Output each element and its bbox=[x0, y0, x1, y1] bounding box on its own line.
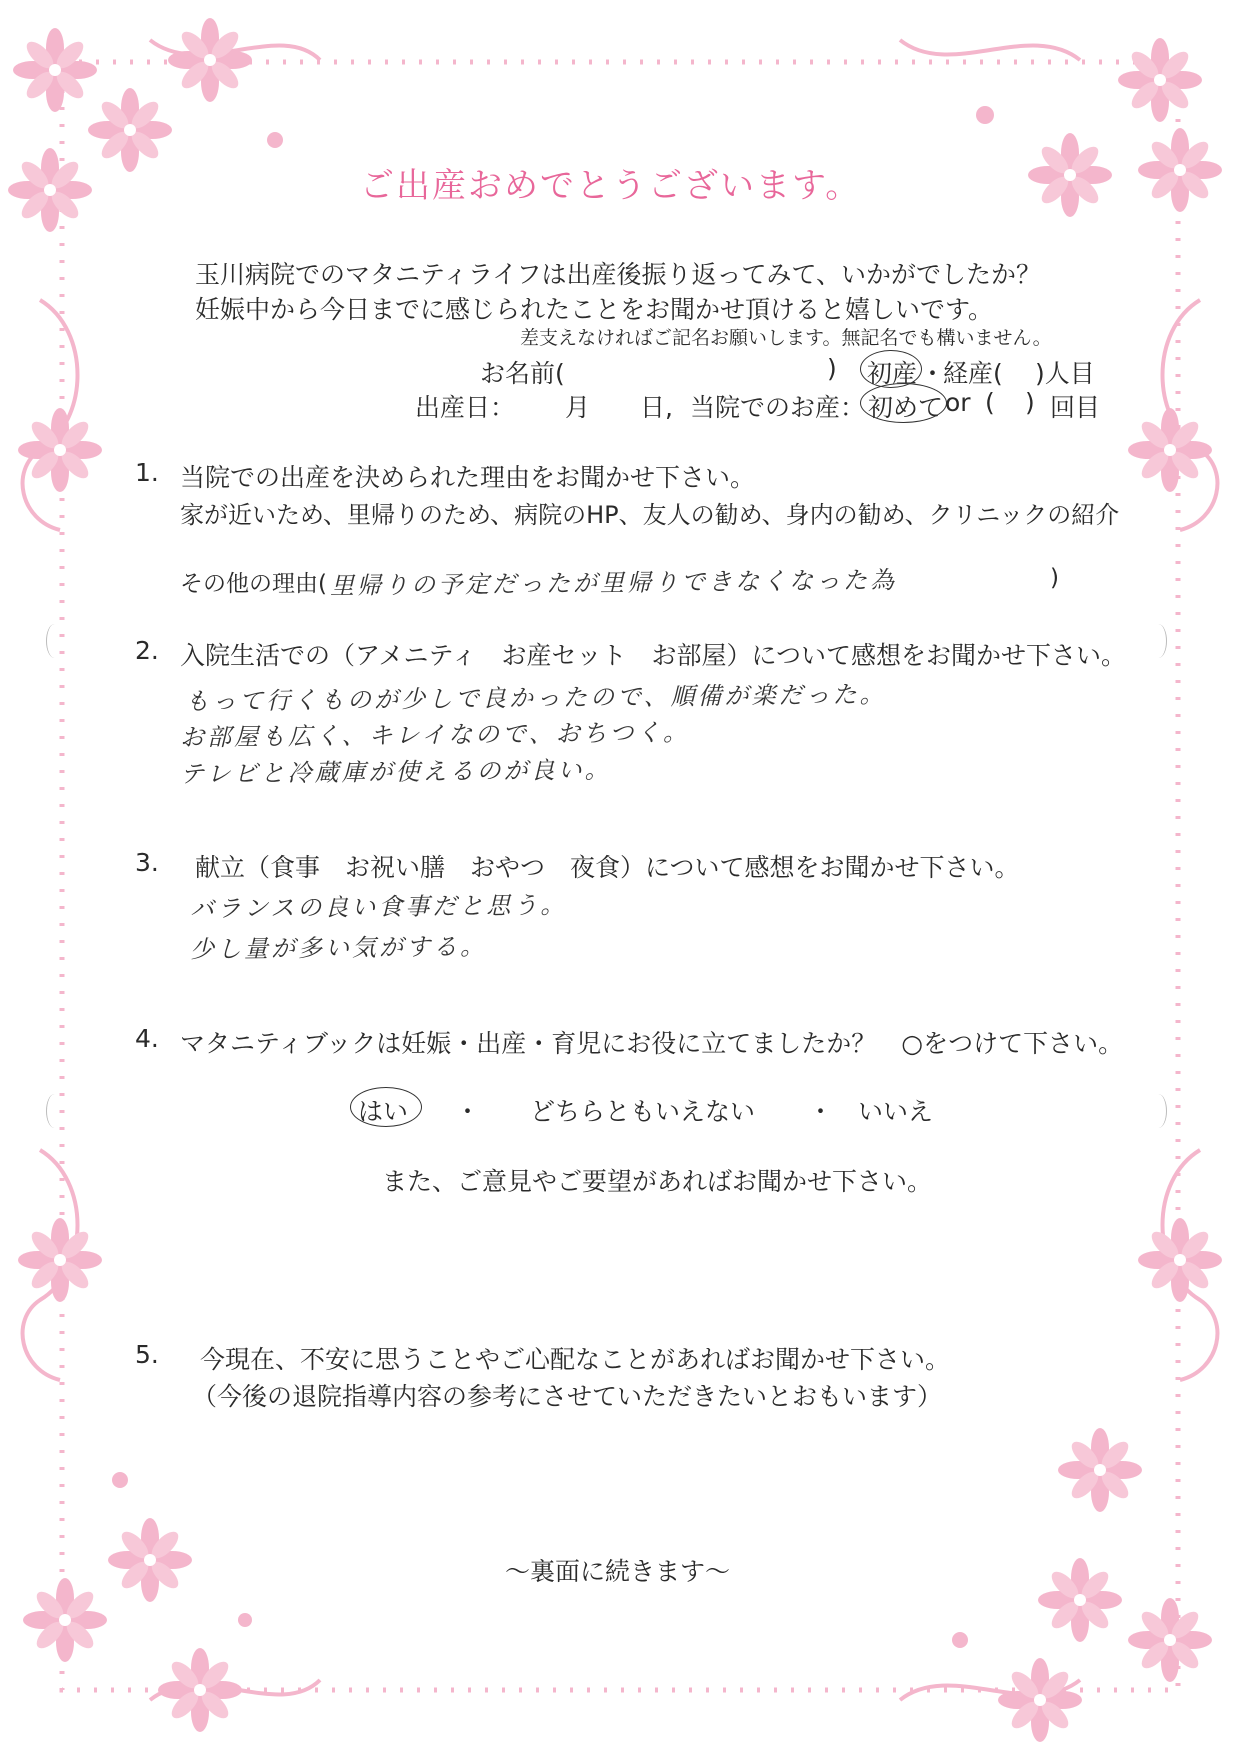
multi-birth-close: )人目 bbox=[1035, 359, 1095, 388]
page-title: ご出産おめでとうございます。 bbox=[360, 166, 862, 206]
punch-mark bbox=[46, 624, 63, 658]
separator: ・ bbox=[920, 359, 946, 388]
q4-choice-yes: はい bbox=[358, 1097, 409, 1126]
times-unit: 回目 bbox=[1050, 393, 1101, 422]
q4-number: 4. bbox=[135, 1024, 159, 1053]
punch-mark bbox=[1150, 1094, 1167, 1128]
name-label: お名前( bbox=[480, 359, 565, 388]
times-open: ( bbox=[985, 388, 995, 417]
q1-number: 1. bbox=[135, 458, 159, 487]
q5-question: 今現在、不安に思うことやご心配なことがあればお聞かせ下さい。 bbox=[200, 1345, 951, 1374]
hospital-birth-label: 当院でのお産： bbox=[690, 393, 866, 422]
q4-choice-neutral: どちらともいえない bbox=[530, 1097, 756, 1126]
q4-choice-no: いいえ bbox=[858, 1097, 934, 1126]
month-label: 月 bbox=[565, 393, 591, 422]
intro-note: 差支えなければご記名お願いします。無記名でも構いません。 bbox=[520, 327, 1052, 349]
first-birth-circle bbox=[860, 350, 922, 388]
first-time-option: 初めて bbox=[868, 393, 944, 422]
intro-line-2: 妊娠中から今日までに感じられたことをお聞かせ頂けると嬉しいです。 bbox=[195, 295, 994, 324]
q3-question: 献立（食事 お祝い膳 おやつ 夜食）について感想をお聞かせ下さい。 bbox=[195, 853, 1020, 882]
q2-answer-1: もって行くものが少しで良かったので、順備が楽だった。 bbox=[184, 680, 887, 716]
birth-date-label: 出産日： bbox=[415, 393, 516, 422]
q1-other-label: その他の理由( bbox=[180, 571, 327, 597]
first-time-circle bbox=[860, 383, 947, 423]
punch-mark bbox=[1150, 624, 1167, 658]
q1-options: 家が近いため、里帰りのため、病院のHP、友人の勧め、身内の勧め、クリニックの紹介 bbox=[180, 501, 1120, 529]
multi-birth-option: 経産( bbox=[943, 359, 1003, 388]
or-label: or bbox=[945, 388, 971, 417]
q3-answer-1: バランスの良い食事だと思う。 bbox=[189, 891, 568, 923]
q4-dot-1: ・ bbox=[455, 1097, 481, 1126]
q2-answer-3: テレビと冷蔵庫が使えるのが良い。 bbox=[179, 755, 612, 789]
q1-other-answer: 里帰りの予定だったが里帰りできなくなった為 bbox=[329, 566, 898, 600]
q2-number: 2. bbox=[135, 636, 159, 665]
day-label: 日, bbox=[640, 393, 673, 422]
first-birth-option: 初産 bbox=[867, 359, 918, 388]
punch-mark bbox=[46, 1094, 63, 1128]
q2-answer-2: お部屋も広く、キレイなので、おちつく。 bbox=[179, 718, 691, 752]
q4-dot-2: ・ bbox=[808, 1097, 834, 1126]
q3-answer-2: 少し量が多い気がする。 bbox=[189, 932, 488, 964]
times-close: ) bbox=[1025, 388, 1035, 417]
footer-continued: ～裏面に続きます～ bbox=[505, 1557, 731, 1586]
q4-followup: また、ご意見やご要望があればお聞かせ下さい。 bbox=[382, 1167, 933, 1196]
name-close: ) bbox=[827, 354, 837, 383]
intro-line-1: 玉川病院でのマタニティライフは出産後振り返ってみて、いかがでしたか？ bbox=[195, 260, 1042, 289]
q4-question: マタニティブックは妊娠・出産・育児にお役に立てましたか？ ○をつけて下さい。 bbox=[180, 1029, 1124, 1058]
q1-other-close: ) bbox=[1050, 565, 1059, 591]
q5-note: （今後の退院指導内容の参考にさせていただきたいとおもいます） bbox=[192, 1382, 943, 1411]
q3-number: 3. bbox=[135, 848, 159, 877]
q4-yes-circle bbox=[350, 1087, 422, 1127]
q1-question: 当院での出産を決められた理由をお聞かせ下さい。 bbox=[180, 463, 756, 492]
q5-number: 5. bbox=[135, 1340, 159, 1369]
q2-question: 入院生活での（アメニティ お産セット お部屋）について感想をお聞かせ下さい。 bbox=[180, 641, 1127, 670]
